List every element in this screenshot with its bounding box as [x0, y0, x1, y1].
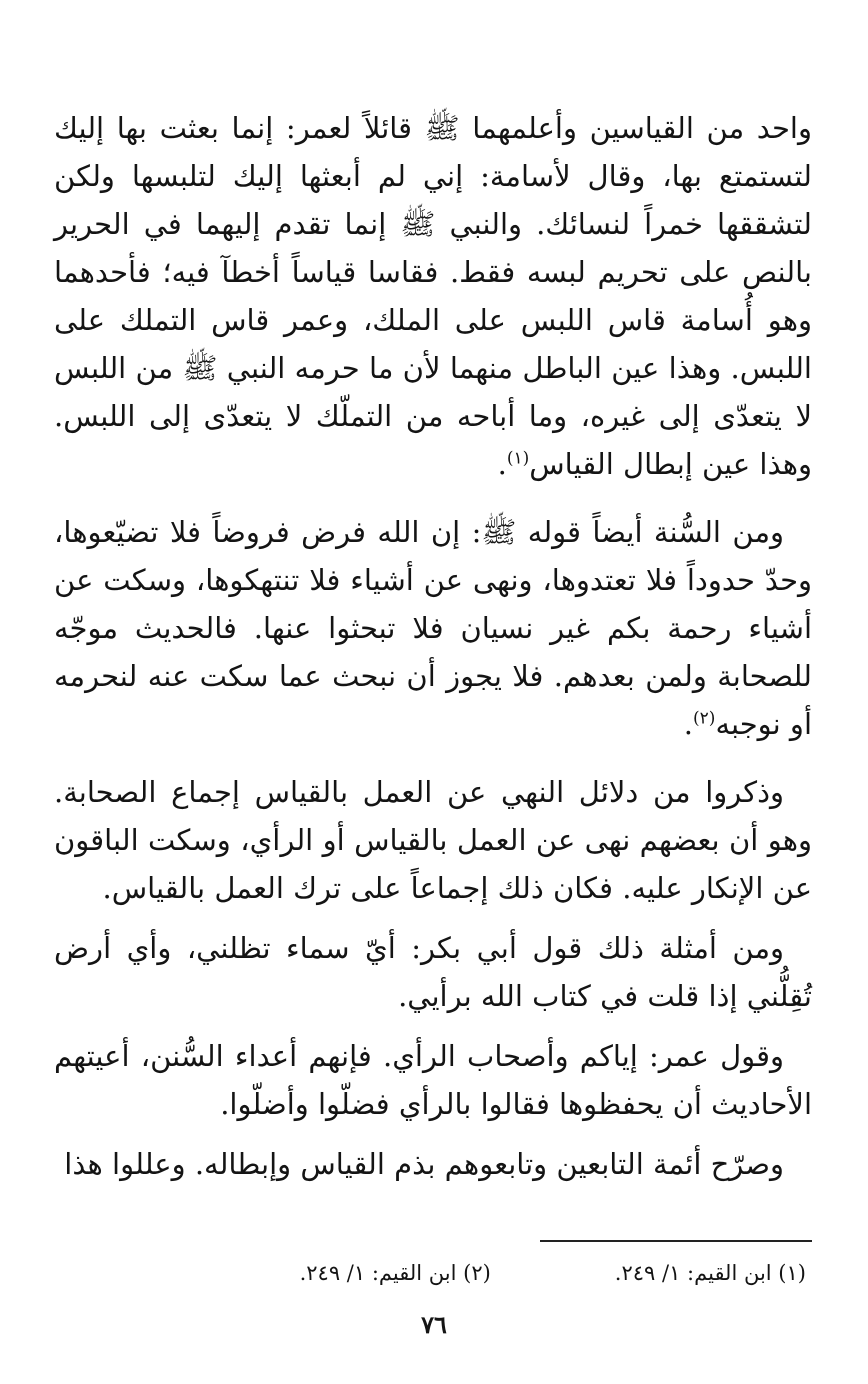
paragraph-2 [54, 508, 812, 748]
paragraph-3 [54, 768, 812, 912]
paragraph-4-text: ومن أمثلة ذلك قول أبي بكر: أيّ سماء تظلني، وأي أرض تُقِلُّني إذا قلت في كتاب الله برأيي. [54, 931, 812, 1013]
paragraph-5 [54, 1032, 812, 1128]
paragraph-6 [54, 1140, 812, 1188]
paragraph-2-end: . [683, 707, 694, 741]
paragraph-6-text: وصرّح أئمة التابعين وتابعوهم بذم القياس وإبطاله. وعللوا هذا [64, 1147, 784, 1181]
paragraph-5-text: وقول عمر: إياكم وأصحاب الرأي. فإنهم أعداء السُّنن، أعيتهم الأحاديث أن يحفظوها فقالوا بالرأي فضلّوا وأضلّوا. [54, 1039, 812, 1121]
footnote-1: (١) ابن القيم: ١/ ٢٤٩. [614, 1261, 806, 1285]
paragraph-1 [54, 104, 812, 488]
body-text [54, 104, 812, 1188]
footnote-marker-1: (١) [506, 448, 530, 469]
paragraph-1-text: واحد من القياسين وأعلمهما ﷺ قائلاً لعمر: إنما بعثت بها إليك لتستمتع بها، وقال لأسامة: إني لم أبعثها إليك لتلبسها ولكن لتشققها خمراً لنسائك. والنبي ﷺ إنما تقدم إليهما في الحرير بالنص على تحريم لبسه فقط. فقاسا قياساً أخطآ فيه؛ فأحدهما وهو أُسامة قاس اللبس على الملك، وعمر قاس التملك على اللبس. وهذا عين الباطل منهما لأن ما حرمه النبي ﷺ من اللبس لا يتعدّى إلى غيره، وما أباحه من التملّك لا يتعدّى إلى اللبس. وهذا عين إبطال القياس [54, 111, 812, 481]
footnote-separator [540, 1240, 812, 1242]
footnote-marker-2: (٢) [693, 708, 716, 729]
paragraph-1-end: . [497, 447, 507, 481]
paragraph-2-text: ومن السُّنة أيضاً قوله ﷺ: إن الله فرض فروضاً فلا تضيّعوها، وحدّ حدوداً فلا تعتدوها، ونهى عن أشياء فلا تنتهكوها، وسكت عن أشياء رحمة بكم غير نسيان فلا تبحثوا عنها. فالحديث موجّه للصحابة ولمن بعدهم. فلا يجوز أن نبحث عما سكت عنه لنحرمه أو نوجبه [54, 515, 812, 741]
footnote-2: (٢) ابن القيم: ١/ ٢٤٩. [299, 1261, 491, 1285]
paragraph-4 [54, 924, 812, 1020]
page-number: ٧٦ [421, 1310, 447, 1339]
footnotes [106, 1256, 806, 1290]
paragraph-3-text: وذكروا من دلائل النهي عن العمل بالقياس إجماع الصحابة. وهو أن بعضهم نهى عن العمل بالقياس أو الرأي، وسكت الباقون عن الإنكار عليه. فكان ذلك إجماعاً على ترك العمل بالقياس. [54, 775, 812, 905]
